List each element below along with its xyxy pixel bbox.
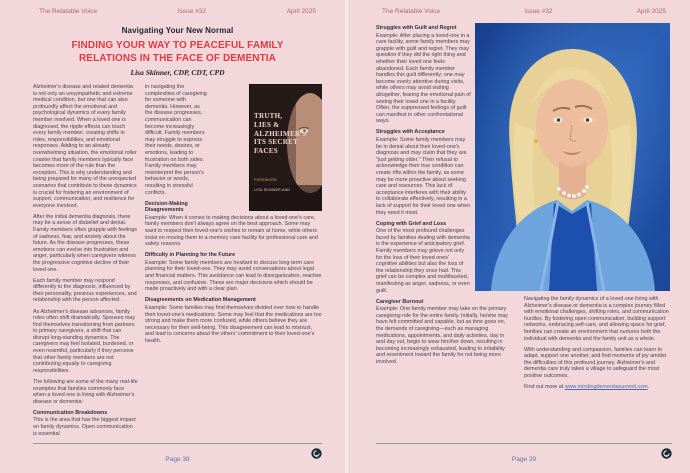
page-footer — [33, 443, 322, 466]
article-title-line-1: FINDING YOUR WAY TO PEACEFUL FAMILY — [71, 40, 284, 51]
publisher-logo-icon — [311, 448, 322, 459]
paragraph: Example: Some families may find themselves divided over how to handle their loved-one's medications. Some may feel that the medications are too strong and make them more confused, while others believe they are necessary for their well-being. This disagreement can lead to mistrust, and lead to concerns about the others' commitment to their loved-one's health. — [145, 304, 322, 344]
right-page-body — [376, 23, 672, 427]
page-footer — [376, 443, 672, 466]
paragraph: Example: When it comes to making decisions about a loved-one's care, family members don't always agree on the best approach. Some may want to respect their loved-one's wishes to remain at home, while others insist on moving them to a memory care facility for professional care and safety reasons. — [145, 214, 318, 248]
publication-name: The Relatable Voice — [382, 8, 441, 15]
cover-title-line: TRUTH, — [254, 112, 283, 120]
right-page-column-1 — [376, 23, 513, 427]
paragraph: One of the most profound challenges faced by families dealing with dementia is the experience of anticipatory grief. Family members may grieve not only for the loss of their loved ones' cognitive abilities but also the loss of the relationship they once had. This grief can be complex and multifaceted, manifesting as anger, sadness, or even guilt. — [376, 228, 470, 294]
section-kicker: Navigating Your New Normal — [121, 26, 234, 35]
page-right — [345, 0, 690, 473]
issue-number: Issue #32 — [524, 8, 553, 15]
cover-title-line: LIES & — [254, 120, 280, 129]
paragraph: Example: Some family members may be in denial about their loved-one's diagnosis and may claim that they are "just getting older." Their refusal to acknowledge their true condition can create rifts within the family, as some may be more proactive about seeking care and resources. This lack of acceptance interferes with their ability to collaborate effectively, resulting in a lack of support for their loved one when they need it most. — [376, 137, 471, 216]
section-heading-guilt-regret: Struggles with Guilt and Regret — [376, 25, 457, 31]
article-byline: Lisa Skinner, CDP, CDT, CPD — [130, 68, 225, 77]
article-title — [33, 40, 322, 65]
link-suffix: . — [647, 384, 650, 391]
issue-date: April 2025 — [286, 8, 316, 15]
right-page-column-2 — [524, 296, 672, 395]
left-page-column-1 — [33, 84, 138, 436]
cover-title-line: FACES — [254, 147, 278, 156]
left-page-column-2 — [145, 84, 322, 436]
cover-author-line: LISA SKINNER AND — [254, 188, 291, 192]
masthead — [33, 6, 322, 15]
section-heading-communication-breakdowns: Communication Breakdowns — [33, 409, 108, 416]
publisher-logo-icon — [661, 448, 672, 459]
cover-title-line: ITS SECRET — [254, 138, 299, 147]
paragraph: Example: After placing a loved-one in a care facility, some family members may grapple with guilt and regret. They may question if they did the right thing and whether their loved one feels abandoned. Each family member handles this guilt differently; one may become overly attentive during visits, while others may avoid visiting altogether, fearing the emotional pain of seeing their loved one in a facility. Often, the suppressed feelings of guilt can manifest in other confrontational ways. — [376, 32, 471, 125]
issue-number: Issue #32 — [177, 8, 207, 15]
section-heading-decision-making: Decision-Making Disagreements — [145, 200, 188, 214]
section-heading-planning-future: Difficulty in Planning for the Future — [145, 252, 236, 259]
paragraph: Each family member may respond differently to the diagnosis, influenced by their personality, previous experiences, and relationship with the person affected. — [33, 277, 137, 304]
masthead — [376, 6, 672, 15]
paragraph: Example: One family member may take on the primary caregiving role for the entire family. Initially, he/she may have felt committed and capable, but as time goes on, the demands of caregiving—such as managing medications, appointments, and daily activities, day in and day out, begin to wear him/her down, resulting in becoming increasingly exhausted, leading to irritability and resentment toward the family for not being more involved. — [376, 306, 508, 365]
paragraph: This is the area that has the biggest impact on family dynamics. Open communication is essential — [33, 417, 136, 436]
paragraph: As Alzheimer's disease advances, family roles often shift dramatically. Spouses may find themselves transitioning from partners to primary caregivers, a shift that can disrupt long-standing dynamics. The caregivers may feel isolated, burdened, or even resentful, particularly if they perceive that other family members are not contributing equally to caregiving responsibilities. — [33, 308, 136, 374]
page-number: Page 39 — [511, 456, 537, 463]
page-number: Page 38 — [165, 456, 190, 463]
photo-wrap-spacer — [471, 23, 513, 295]
summit-website-link[interactable]: www.mindingdementiasummit.com — [564, 384, 648, 391]
find-out-more-line — [524, 384, 672, 391]
section-heading-grief-loss: Coping with Grief and Loss — [376, 220, 447, 227]
left-page-body — [33, 84, 322, 436]
cover-title-line: ALZHEIMER'S — [254, 129, 307, 138]
issue-date: April 2025 — [636, 8, 666, 15]
paragraph: With understanding and compassion, families can learn to adapt, support one another, and find moments of joy amidst the difficulties of this profound journey. Alzheimer's and dementia care truly takes a village to safeguard the most positive outcomes. — [524, 346, 667, 380]
section-heading-acceptance: Struggles with Acceptance — [376, 129, 445, 136]
section-heading-caregiver-burnout: Caregiver Burnout — [376, 298, 424, 305]
section-heading-medication-management: Disagreements on Medication Management — [145, 297, 256, 304]
paragraph: The following are some of the many real-life examples that families commonly face when a loved one is living with Alzheimer's disease or dementia: — [33, 378, 138, 405]
publication-name: The Relatable Voice — [39, 8, 98, 15]
paragraph: After the initial dementia diagnosis, there may be a sense of disbelief and denial. Family members often grapple with feelings of sadness, fear, and anxiety about the future. As the disease progresses, these emotions can evolve into frustration and anger, particularly when caregivers witness the progressive cognitive decline of their loved one. — [33, 213, 137, 273]
paragraph: Navigating the family dynamics of a loved one living with Alzheimer's disease or dementia is a complex journey filled with emotional challenges, shifting roles, and communication hurdles. By fostering open communication, building support networks, embracing self-care, and allowing space for grief, families can create an environment that nurtures both the individual with dementia and the family unit as a whole. — [524, 296, 669, 342]
link-prefix: Find out more at — [524, 384, 565, 391]
paragraph: Alzheimer's disease and related dementia is not only an unsympathetic and extreme medical condition, but one that can also profoundly affect the emotional and psychological dynamics of every family member involved. When a loved one is diagnosed, the ripple effects can touch every family member, creating shifts in roles, responsibilities, and emotional responses. Adding to an already overwhelming situation, the emotional roller coaster that family members typically face becomes more of the rule than the exception. This is why understanding and being prepared for many of the unexpected scenarios that contribute to these dynamics is crucial for fostering an environment of support, communication, and resilience for everyone involved. — [33, 84, 137, 209]
book-cover-title — [254, 112, 307, 156]
paragraph: in navigating the complexities of caregiving for someone with dementia. However, as the disease progresses, communication can become increasingly difficult. Family members may struggle to express their needs, desires, or emotions, leading to frustration on both sides. Family members may misinterpret the person's behavior or words, resulting in stressful conflicts. — [145, 84, 207, 196]
paragraph: Example: Some family members are hesitant to discuss long-term care planning for their loved-one. They may avoid conversations about legal and financial matters. This avoidance can lead to disorganization, reactive responses, and confusion. These are major decisions which should be made proactively and with a clear plan. — [145, 259, 322, 293]
article-title-line-2: RELATIONS IN THE FACE OF DEMENTIA — [78, 52, 276, 64]
cover-foreword-line: FOREWORD — [254, 178, 277, 182]
book-cover-image — [250, 85, 322, 210]
